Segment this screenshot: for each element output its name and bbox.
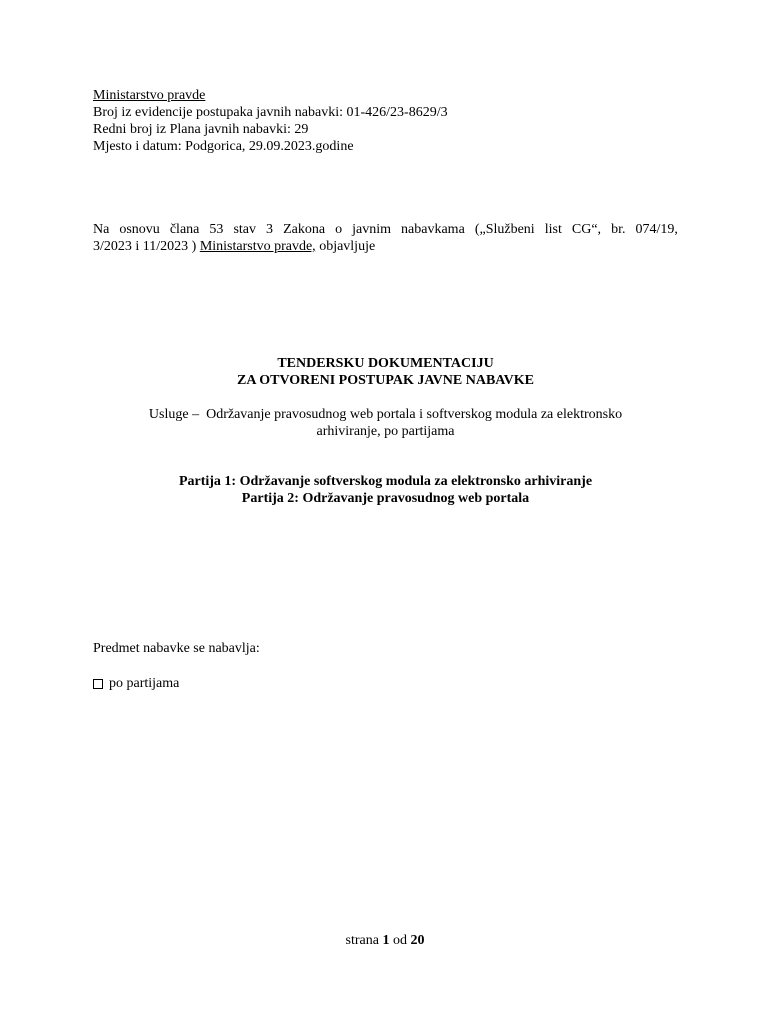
lots-list <box>93 473 678 507</box>
registry-number: Broj iz evidencije postupaka javnih nabavki: 01-426/23-8629/3 <box>93 105 448 120</box>
current-page-number: 1 <box>382 933 390 948</box>
intro-word: Na <box>93 222 110 237</box>
intro-word: nabavkama <box>401 222 465 237</box>
page-separator: od <box>389 933 411 948</box>
intro-legal-references: 3/2023 i 11/2023 ) <box>93 239 200 254</box>
intro-word: 3 <box>266 222 274 237</box>
total-pages-number: 20 <box>410 933 425 948</box>
intro-line-1 <box>93 221 678 238</box>
intro-ministry-name: Ministarstvo pravde, <box>199 239 316 254</box>
intro-word: br. <box>611 222 626 237</box>
by-lots-option[interactable] <box>93 675 179 692</box>
intro-line-2 <box>93 238 678 255</box>
intro-word: javnim <box>352 222 391 237</box>
title-line-1: TENDERSKU DOKUMENTACIJU <box>277 356 494 371</box>
by-lots-checkbox[interactable] <box>93 679 103 689</box>
document-header <box>93 87 693 155</box>
intro-word: člana <box>169 222 200 237</box>
plan-number: Redni broj iz Plana javnih nabavki: 29 <box>93 122 309 137</box>
intro-word: o <box>335 222 343 237</box>
intro-word: CG“, <box>571 222 602 237</box>
page-footer <box>0 932 770 949</box>
intro-word: osnovu <box>119 222 160 237</box>
lot-1-title: Partija 1: Održavanje softverskog modula za elektronsko arhiviranje <box>178 474 593 489</box>
intro-word: Zakona <box>283 222 326 237</box>
lot-2-title: Partija 2: Održavanje pravosudnog web portala <box>241 491 530 506</box>
ministry-name: Ministarstvo pravde <box>93 88 206 103</box>
place-and-date: Mjesto i datum: Podgorica, 29.09.2023.godine <box>93 139 354 154</box>
procurement-method-label: Predmet nabavke se nabavlja: <box>93 641 260 656</box>
intro-paragraph <box>93 221 678 255</box>
intro-word: („Službeni <box>474 222 535 237</box>
title-line-2: ZA OTVORENI POSTUPAK JAVNE NABAVKE <box>237 373 534 388</box>
intro-word: 53 <box>209 222 224 237</box>
intro-word: stav <box>233 222 256 237</box>
intro-verb: objavljuje <box>315 239 376 254</box>
procurement-subject <box>93 406 678 440</box>
subject-line-1: Usluge – Održavanje pravosudnog web portala i softverskog modula za elektronsko <box>148 407 623 422</box>
intro-word: 074/19, <box>635 222 678 237</box>
by-lots-label: po partijama <box>109 676 180 691</box>
subject-line-2: arhiviranje, po partijama <box>316 424 455 439</box>
document-title <box>93 355 678 389</box>
page-label: strana <box>345 933 383 948</box>
intro-word: list <box>544 222 562 237</box>
